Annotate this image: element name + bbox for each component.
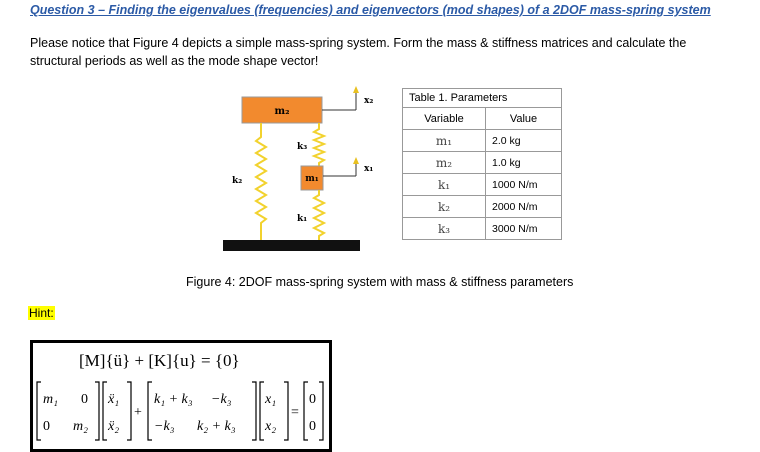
zero-vector-2: 0 — [309, 419, 316, 434]
disp-vector-2: x₂ — [265, 419, 277, 434]
x1-label: x₁ — [364, 164, 374, 174]
x2-label: x₂ — [364, 96, 374, 106]
mass-m1-label: m₁ — [305, 174, 319, 184]
variable-cell: m₁ — [403, 130, 486, 152]
x1-arrowhead — [353, 157, 359, 164]
variable-cell: m₂ — [403, 152, 486, 174]
spring-k1 — [314, 190, 324, 240]
disp-vector-1: x₁ — [265, 392, 277, 407]
instructions-line-2: structural periods as well as the mode shape vector! — [30, 54, 319, 68]
parameters-table — [402, 88, 562, 240]
disp-vector-bracket-left — [260, 382, 264, 440]
variable-cell: k₃ — [403, 218, 486, 240]
stiffness-matrix-12: −k₃ — [211, 392, 232, 407]
stiffness-matrix-11: k₁ + k₃ — [154, 392, 193, 407]
table-caption: Table 1. Parameters — [402, 88, 562, 107]
zero-vector-1: 0 — [309, 392, 316, 407]
spring-k2 — [256, 123, 266, 240]
equation-box — [30, 340, 332, 452]
header-variable: Variable — [403, 108, 486, 130]
x2-arrowhead — [353, 86, 359, 93]
table-row — [403, 130, 562, 152]
zero-vector-bracket-left — [304, 382, 308, 440]
equals-sign: = — [291, 405, 299, 420]
mass-matrix-21: 0 — [43, 419, 50, 434]
plus-sign: + — [134, 405, 142, 420]
mass-matrix-bracket-right — [95, 382, 99, 440]
value-cell: 1000 N/m — [486, 174, 562, 196]
general-equation: [M]{ü} + [K]{u} = {0} — [79, 351, 240, 370]
figure-caption: Figure 4: 2DOF mass-spring system with mass & stiffness parameters — [186, 275, 574, 289]
value-cell: 3000 N/m — [486, 218, 562, 240]
stiffness-matrix-bracket-right — [252, 382, 256, 440]
value-cell: 2.0 kg — [486, 130, 562, 152]
mass-m2-label: m₂ — [274, 106, 290, 117]
zero-vector-bracket-right — [319, 382, 323, 440]
table-row — [403, 174, 562, 196]
mass-matrix-22: m₂ — [73, 419, 88, 434]
table-row — [403, 196, 562, 218]
mass-spring-diagram — [215, 85, 395, 260]
acc-vector-bracket-right — [127, 382, 131, 440]
variable-cell: k₂ — [403, 196, 486, 218]
acc-vector-2: ẍ₂ — [108, 419, 120, 434]
ground-bar — [223, 240, 360, 251]
acc-vector-1: ẍ₁ — [108, 392, 120, 407]
table-row — [403, 152, 562, 174]
k2-label: k₂ — [232, 176, 243, 186]
instructions-line-1: Please notice that Figure 4 depicts a simple mass-spring system. Form the mass & stiffness matrices and calculate the — [30, 36, 687, 50]
variable-cell: k₁ — [403, 174, 486, 196]
table-header-row — [403, 108, 562, 130]
instructions-paragraph — [30, 34, 740, 70]
disp-vector-bracket-right — [284, 382, 288, 440]
mass-matrix-11: m₁ — [43, 392, 58, 407]
spring-k3 — [314, 123, 324, 166]
mass-matrix-bracket-left — [37, 382, 41, 440]
value-cell: 2000 N/m — [486, 196, 562, 218]
k1-label: k₁ — [297, 214, 308, 224]
hint-label: Hint: — [29, 306, 54, 320]
stiffness-matrix-21: −k₃ — [154, 419, 175, 434]
matrix-equation — [33, 378, 329, 444]
question-heading: Question 3 – Finding the eigenvalues (frequencies) and eigenvectors (mod shapes) of a 2DOF mass-spring system — [30, 3, 711, 17]
header-value: Value — [486, 108, 562, 130]
k3-label: k₃ — [297, 142, 308, 152]
acc-vector-bracket-left — [103, 382, 107, 440]
mass-matrix-12: 0 — [81, 392, 88, 407]
stiffness-matrix-22: k₂ + k₃ — [197, 419, 236, 434]
stiffness-matrix-bracket-left — [148, 382, 152, 440]
table-row — [403, 218, 562, 240]
value-cell: 1.0 kg — [486, 152, 562, 174]
